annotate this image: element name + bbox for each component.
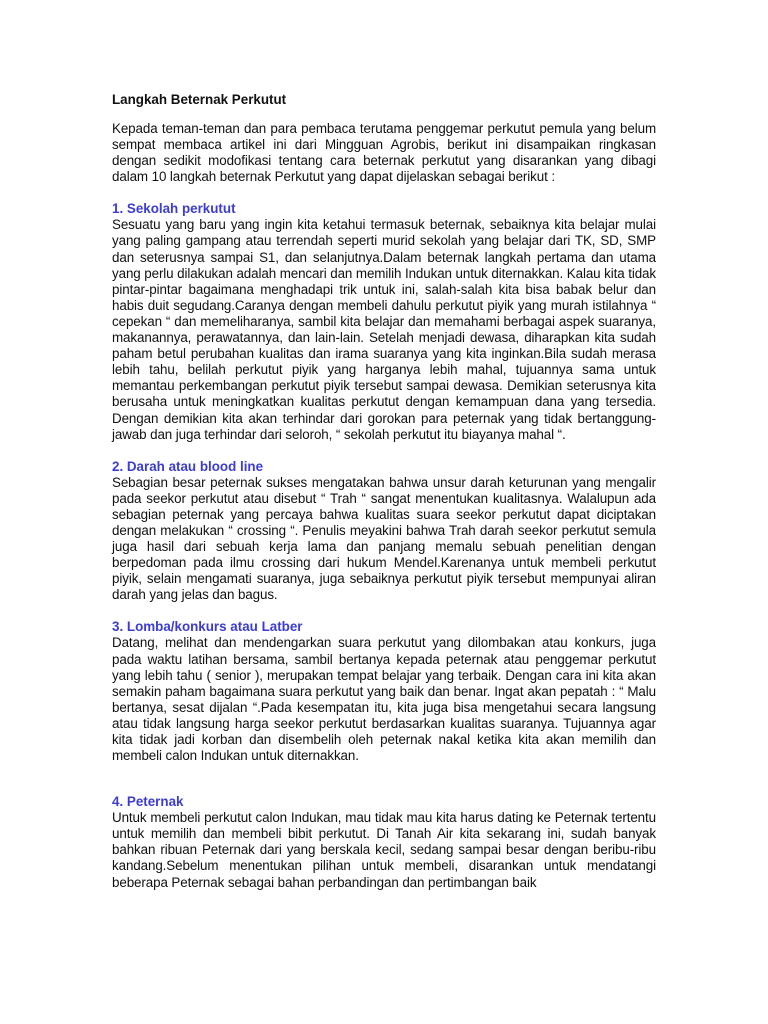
section-body: Untuk membeli perkutut calon Indukan, mau tidak mau kita harus dating ke Peternak tertentu untuk memilih dan membeli bibit perkutut. Di Tanah Air kita sekarang ini, sudah banyak bahkan ribuan Peternak dari yang berskala kecil, sedang sampai besar dengan beribu-ribu kandang.Sebelum menentukan pilihan untuk membeli, disarankan untuk mendatangi beberapa Peternak sebagai bahan perbandingan dan pertimbangan baik — [112, 810, 656, 890]
section-darah-blood-line — [112, 459, 656, 604]
section-heading: 2. Darah atau blood line — [112, 458, 264, 474]
section-lomba-konkurs — [112, 619, 656, 764]
section-body: Datang, melihat dan mendengarkan suara perkutut yang dilombakan atau konkurs, juga pada waktu latihan bersama, sambil bertanya kepada peternak atau penggemar perkutut yang lebih tahu ( senior ), merupakan tempat belajar yang terbaik. Dengan cara ini kita akan semakin paham bagaimana suara perkutut yang baik dan benar. Ingat akan pepatah : “ Malu bertanya, sesat dijalan “.Pada kesempatan itu, kita juga bisa mengetahui secara langsung atau tidak langsung harga seekor perkutut berdasarkan kualitas suaranya. Tujuannya agar kita tidak jadi korban dan disembelih oleh peternak nakal ketika kita akan memilih dan membeli calon Indukan untuk diternakkan. — [112, 635, 656, 764]
section-peternak — [112, 794, 656, 890]
intro-paragraph: Kepada teman-teman dan para pembaca terutama penggemar perkutut pemula yang belum sempat membaca artikel ini dari Mingguan Agrobis, berikut ini disampaikan ringkasan dengan sedikit modofikasi tentang cara beternak perkutut yang disarankan yang dibagi dalam 10 langkah beternak Perkutut yang dapat dijelaskan sebagai berikut : — [112, 121, 656, 185]
section-heading: 3. Lomba/konkurs atau Latber — [112, 619, 303, 635]
document-title: Langkah Beternak Perkutut — [112, 92, 287, 107]
section-body: Sebagian besar peternak sukses mengatakan bahwa unsur darah keturunan yang mengalir pada seekor perkutut atau disebut “ Trah “ sangat menentukan kualitasnya. Walalupun ada sebagian peternak yang percaya bahwa kualitas suara seekor perkutut dapat diciptakan dengan melakukan “ crossing “. Penulis meyakini bahwa Trah darah seekor perkutut semula juga hasil dari sebuah kerja lama dan panjang memalu sebuah penelitian dengan berpedoman pada ilmu crossing dari hukum Mendel.Karenanya untuk membeli perkutut piyik, selain mengamati suaranya, juga sebaiknya perkutut piyik tersebut mempunyai aliran darah yang jelas dan bagus. — [112, 474, 656, 603]
section-sekolah-perkutut — [112, 201, 656, 442]
document-page — [112, 92, 656, 907]
section-body: Sesuatu yang baru yang ingin kita ketahui termasuk beternak, sebaiknya kita belajar mulai yang paling gampang atau terrendah seperti murid sekolah yang belajar dari TK, SD, SMP dan seterusnya sampai S1, dan selanjutnya.Dalam beternak langkah pertama dan utama yang perlu dilakukan adalah mencari dan memilih Indukan untuk diternakkan. Kalau kita tidak pintar-pintar bagaimana menghadapi trik untuk ini, salah-salah kita bisa babak belur dan habis duit segudang.Caranya dengan membeli dahulu perkutut piyik yang murah istilahnya “ cepekan “ dan memeliharanya, sambil kita belajar dan memahami berbagai aspek suaranya, makanannya, perawatannya, dan lain-lain. Setelah menjadi dewasa, diharapkan kita sudah paham betul perubahan kualitas dan irama suaranya yang kita inginkan.Bila sudah merasa lebih tahu, belilah perkutut piyik yang harganya lebih mahal, tujuannya sama untuk memantau perkembangan perkutut piyik tersebut sampai dewasa. Demikian seterusnya kita berusaha untuk meningkatkan kualitas perkutut dengan kemampuan dana yang tersedia. Dengan demikian kita akan terhindar dari gorokan para peternak yang tidak bertanggung-jawab dan juga terhindar dari seloroh, “ sekolah perkutut itu biayanya mahal “. — [112, 217, 656, 442]
section-heading: 1. Sekolah perkutut — [112, 201, 236, 217]
section-heading: 4. Peternak — [112, 794, 184, 810]
